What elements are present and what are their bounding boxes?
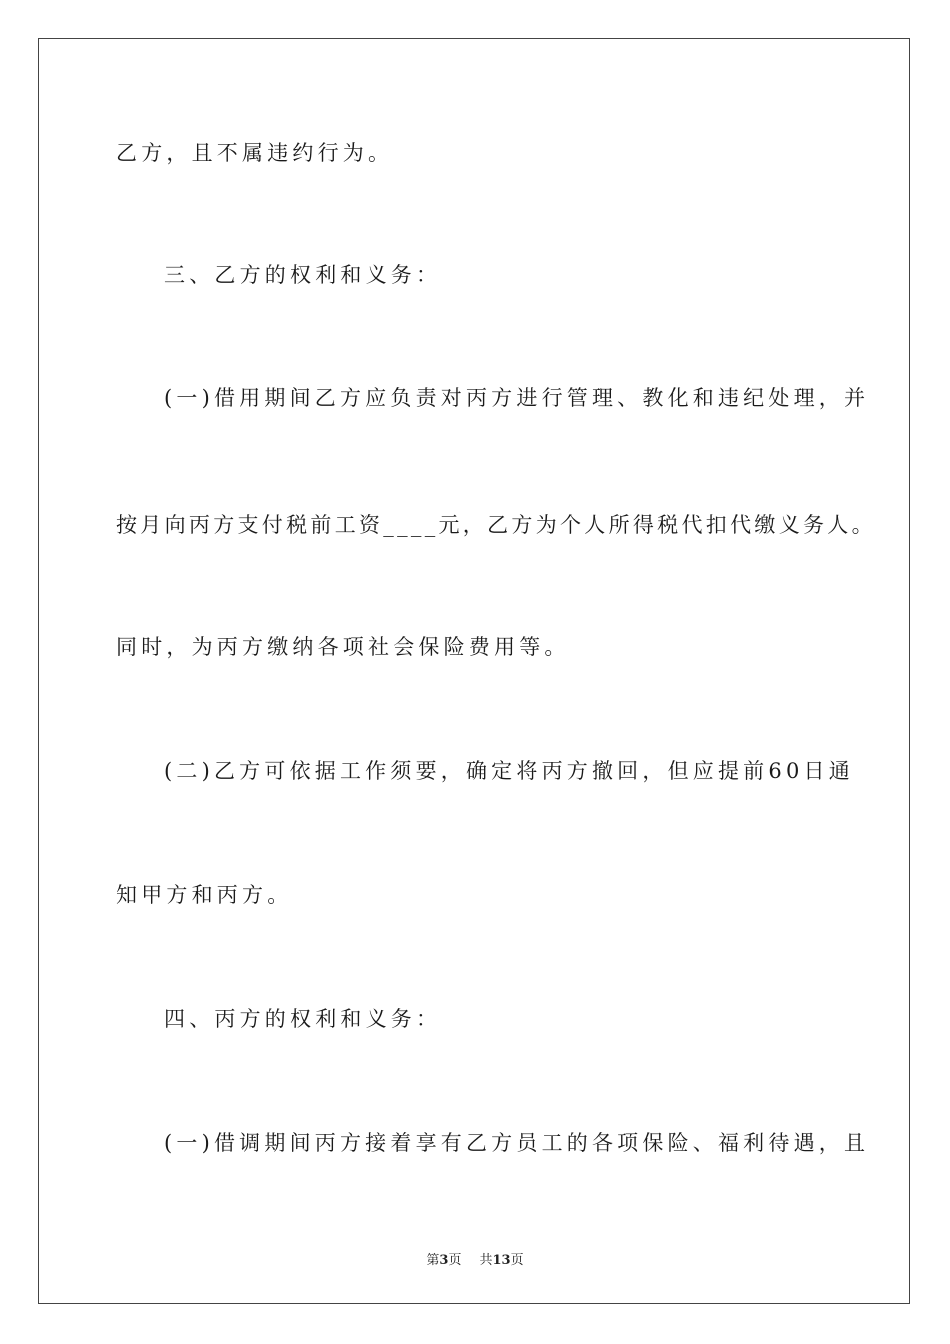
footer-page-prefix: 第: [426, 1253, 440, 1268]
footer-page-number: 3: [439, 1253, 449, 1268]
paragraph-line-9: (一)借调期间丙方接着享有乙方员工的各项保险、福利待遇，且: [164, 1131, 870, 1155]
footer-total-suffix: 页: [510, 1253, 524, 1268]
paragraph-line-4: 按月向丙方支付税前工资____元，乙方为个人所得税代扣代缴义务人。: [116, 513, 876, 537]
paragraph-line-3: (一)借用期间乙方应负责对丙方进行管理、教化和违纪处理，并: [164, 386, 870, 410]
paragraph-line-6: (二)乙方可依据工作须要，确定将丙方撤回，但应提前60日通: [164, 759, 854, 783]
footer-page-suffix: 页: [448, 1253, 462, 1268]
page-footer: [0, 1249, 950, 1268]
footer-total-prefix: 共: [479, 1253, 493, 1268]
section-heading-4: 四、丙方的权利和义务：: [164, 1007, 442, 1031]
paragraph-line-5: 同时，为丙方缴纳各项社会保险费用等。: [116, 635, 570, 659]
section-heading-3: 三、乙方的权利和义务：: [164, 263, 442, 287]
page-border: [38, 38, 910, 1304]
footer-total-pages: 13: [492, 1253, 511, 1268]
paragraph-line-7: 知甲方和丙方。: [116, 883, 293, 907]
paragraph-line-1: 乙方，且不属违约行为。: [116, 141, 394, 165]
